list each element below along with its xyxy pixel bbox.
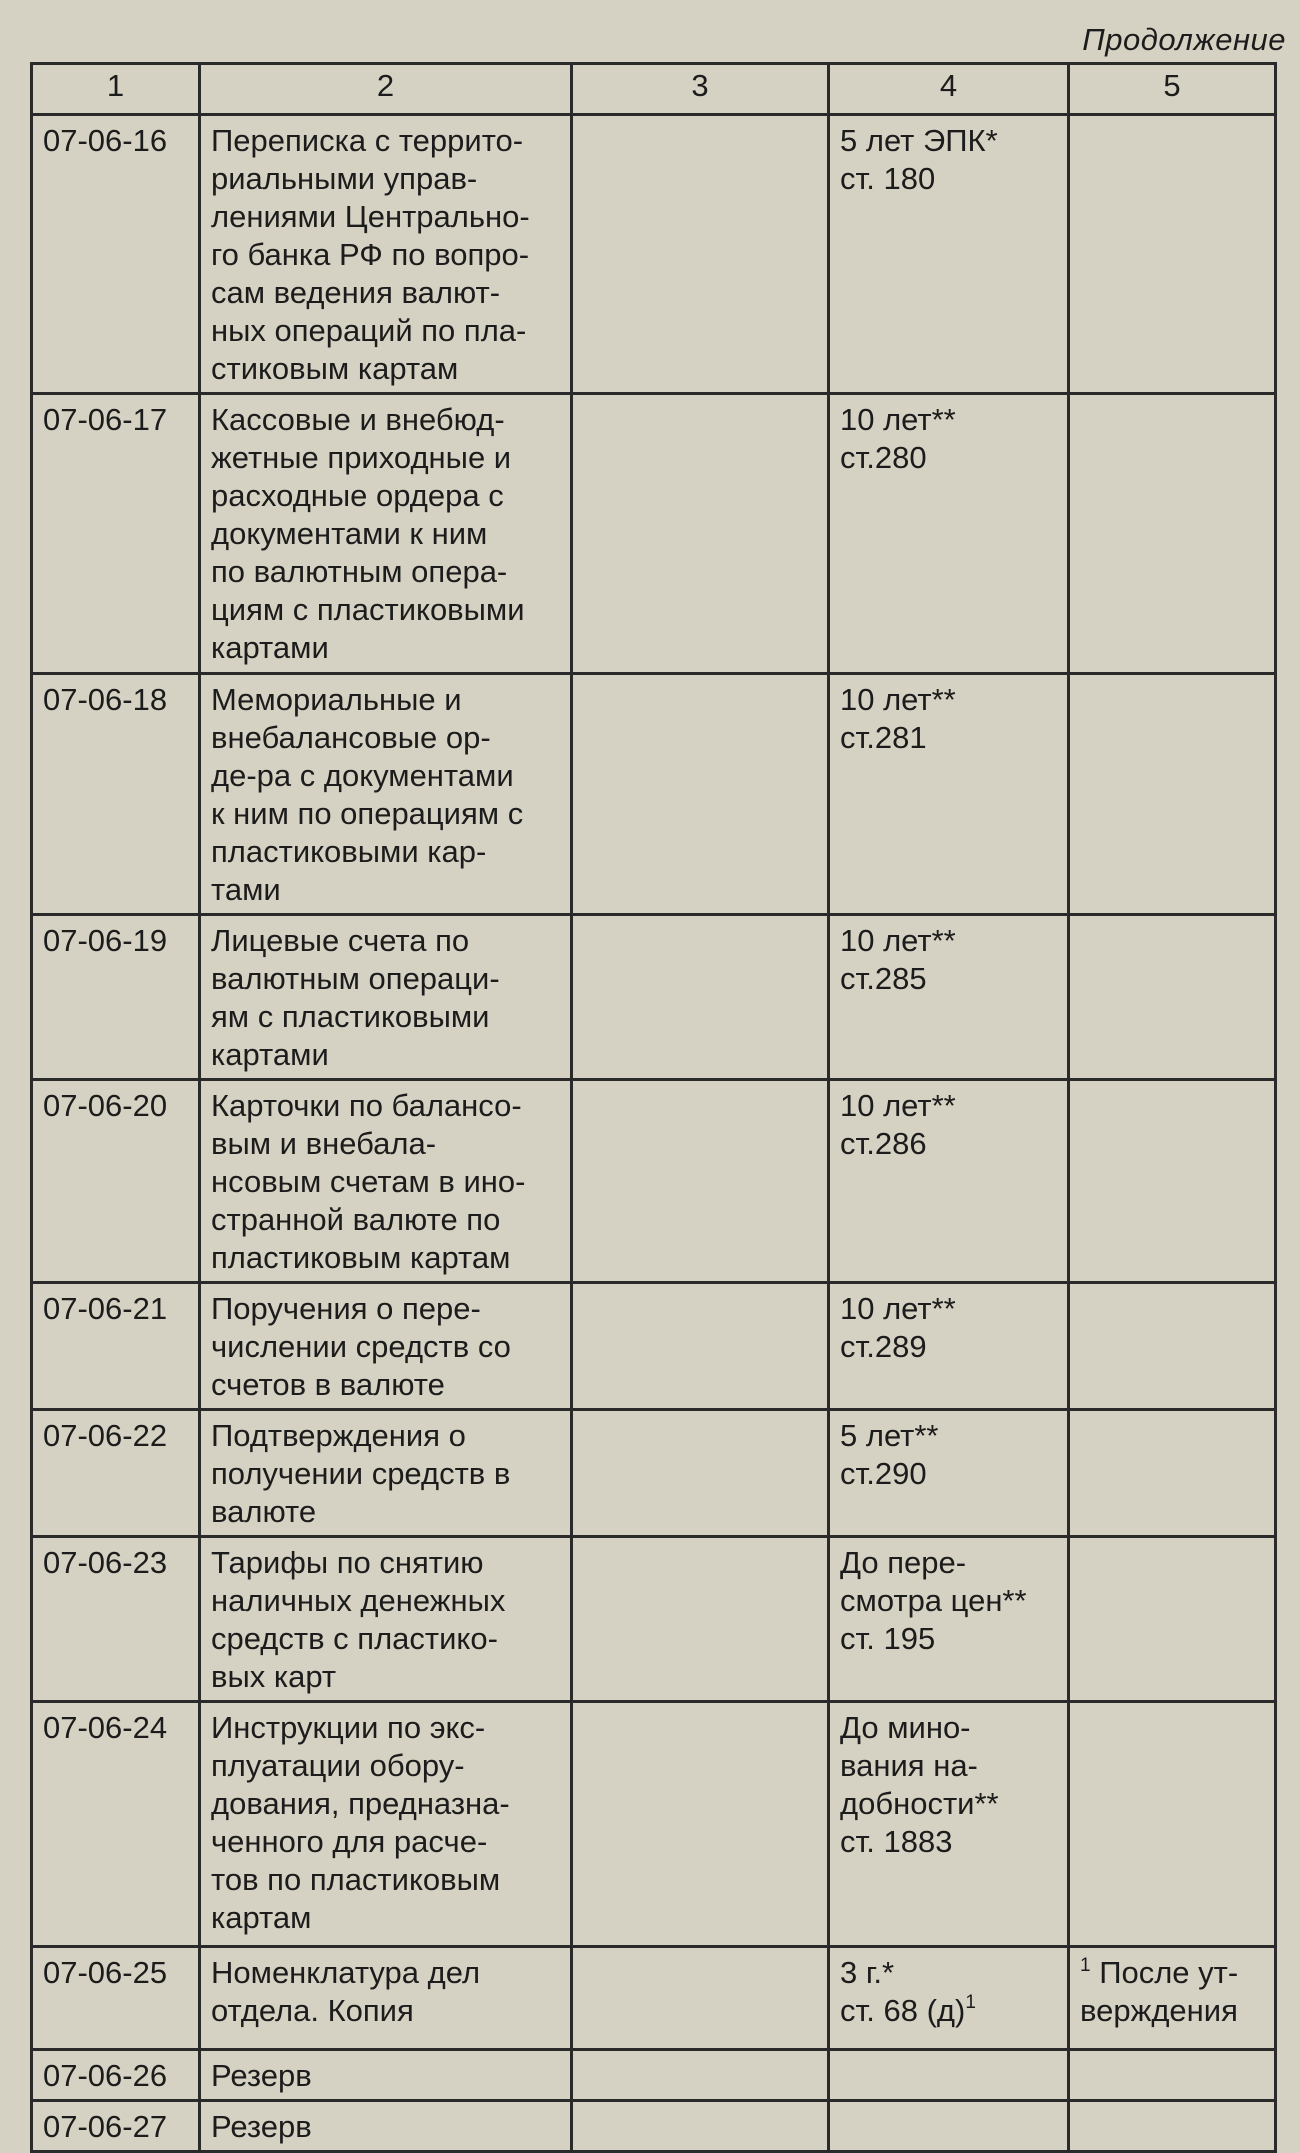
note-cell [1069,915,1276,1080]
table-row [32,115,1276,394]
retention-text: 3 г.* ст. 68 (д) [840,1955,966,2028]
case-title: Резерв [200,2101,572,2152]
retention-text: 10 лет** ст.289 [840,1291,956,1364]
case-index: 07-06-17 [32,394,200,674]
table-row [32,915,1276,1080]
column-header-5: 5 [1069,64,1276,115]
table-row [32,394,1276,674]
case-index: 07-06-26 [32,2050,200,2101]
table-row [32,1702,1276,1947]
note-text: После ут- верждения [1080,1955,1239,2028]
case-index: 07-06-21 [32,1283,200,1410]
case-count-cell [572,2050,829,2101]
case-index: 07-06-22 [32,1410,200,1537]
case-count-cell [572,115,829,394]
case-title: Переписка с террито- риальными управ- лениями Центрально- го банка РФ по вопро- сам ведения валют- ных операций по пла- стиковым картам [200,115,572,394]
retention-text: До мино- вания на- добности** ст. 1883 [840,1710,999,1859]
case-index: 07-06-20 [32,1080,200,1283]
case-count-cell [572,394,829,674]
nomenclature-table [30,62,1277,2153]
case-count-cell [572,2101,829,2152]
header-row [32,64,1276,115]
retention-period [829,2101,1069,2152]
note-cell [1069,1947,1276,2050]
retention-period [829,1410,1069,1537]
table-row [32,2050,1276,2101]
case-title: Кассовые и внебюд- жетные приходные и расходные ордера с документами к ним по валютным опера- циям с пластиковыми картами [200,394,572,674]
note-cell [1069,1537,1276,1702]
case-title: Резерв [200,2050,572,2101]
case-title: Номенклатура дел отдела. Копия [200,1947,572,2050]
case-index: 07-06-25 [32,1947,200,2050]
column-header-4: 4 [829,64,1069,115]
case-count-cell [572,1537,829,1702]
note-cell [1069,1410,1276,1537]
case-count-cell [572,1410,829,1537]
case-count-cell [572,1947,829,2050]
case-index: 07-06-24 [32,1702,200,1947]
column-header-1: 1 [32,64,200,115]
retention-text: 10 лет** ст.285 [840,923,956,996]
table-row [32,1410,1276,1537]
note-cell [1069,674,1276,915]
table-row [32,1947,1276,2050]
table-row [32,1080,1276,1283]
note-cell [1069,394,1276,674]
case-title: Подтверждения о получении средств в валюте [200,1410,572,1537]
case-index: 07-06-19 [32,915,200,1080]
case-count-cell [572,674,829,915]
retention-period [829,2050,1069,2101]
retention-text: 10 лет** ст.286 [840,1088,956,1161]
case-index: 07-06-27 [32,2101,200,2152]
note-cell [1069,1080,1276,1283]
case-title: Поручения о пере- числении средств со счетов в валюте [200,1283,572,1410]
case-index: 07-06-16 [32,115,200,394]
retention-period [829,674,1069,915]
note-cell [1069,115,1276,394]
note-cell [1069,1702,1276,1947]
table-row [32,1537,1276,1702]
note-footnote-marker: 1 [1080,1955,1091,1976]
note-cell [1069,2050,1276,2101]
case-index: 07-06-23 [32,1537,200,1702]
table-row [32,1283,1276,1410]
retention-period [829,915,1069,1080]
retention-text: 5 лет ЭПК* ст. 180 [840,123,998,196]
table-row [32,674,1276,915]
continuation-label: Продолжение [1082,22,1286,57]
retention-text: 10 лет** ст.280 [840,402,956,475]
retention-period [829,394,1069,674]
case-title: Инструкции по экс- плуатации обору- дования, предназна- ченного для расче- тов по пластиковым картам [200,1702,572,1947]
retention-text: 10 лет** ст.281 [840,682,956,755]
column-header-3: 3 [572,64,829,115]
retention-footnote-marker: 1 [965,1992,976,2013]
case-count-cell [572,915,829,1080]
retention-period [829,1702,1069,1947]
note-cell [1069,1283,1276,1410]
table-body [32,115,1276,2152]
table-row [32,2101,1276,2152]
retention-period [829,1947,1069,2050]
case-title: Мемориальные и внебалансовые ор- де-ра с документами к ним по операциям с пластиковыми кар- тами [200,674,572,915]
note-cell [1069,2101,1276,2152]
retention-period [829,1080,1069,1283]
case-title: Карточки по балансо- вым и внебала- нсовым счетам в ино- странной валюте по пластиковым картам [200,1080,572,1283]
case-title: Лицевые счета по валютным операци- ям с пластиковыми картами [200,915,572,1080]
case-count-cell [572,1702,829,1947]
retention-text: 5 лет** ст.290 [840,1418,939,1491]
retention-period [829,1283,1069,1410]
retention-period [829,1537,1069,1702]
case-index: 07-06-18 [32,674,200,915]
retention-text: До пере- смотра цен** ст. 195 [840,1545,1027,1656]
case-count-cell [572,1283,829,1410]
case-title: Тарифы по снятию наличных денежных средств с пластико- вых карт [200,1537,572,1702]
column-header-2: 2 [200,64,572,115]
case-count-cell [572,1080,829,1283]
retention-period [829,115,1069,394]
